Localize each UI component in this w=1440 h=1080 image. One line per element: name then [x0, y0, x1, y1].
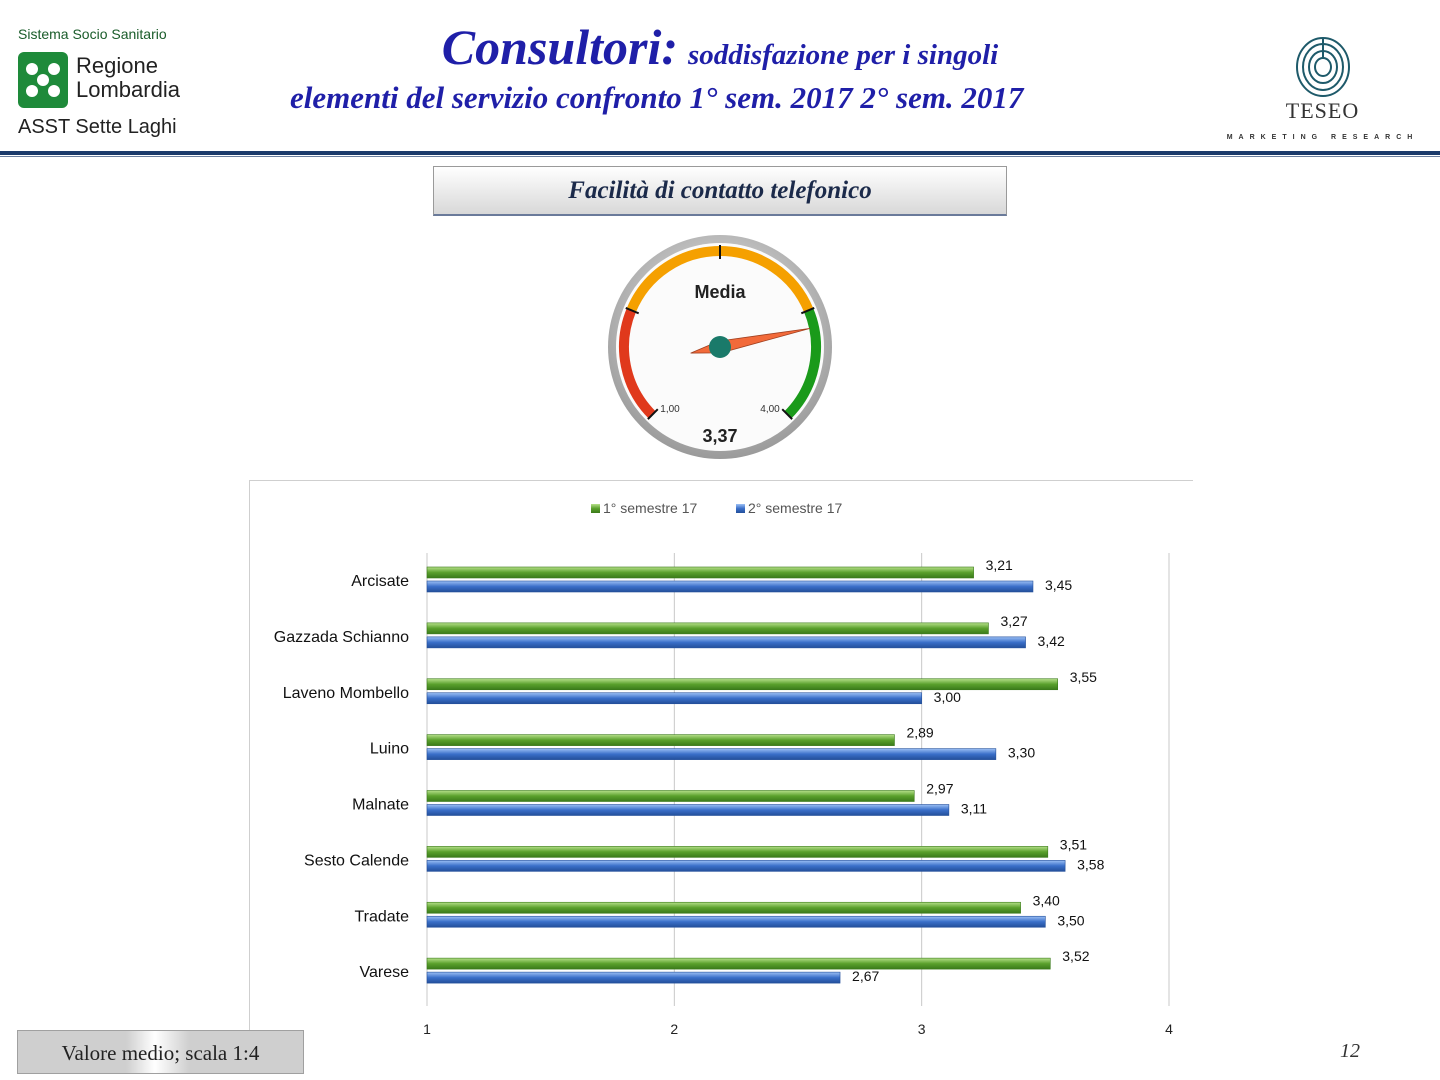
category-label: Luino: [369, 740, 409, 758]
teseo-name: TESEO: [1285, 98, 1360, 123]
bar: [427, 567, 974, 578]
data-label: 2,97: [926, 780, 954, 797]
data-label: 3,51: [1059, 836, 1088, 853]
category-label: Varese: [359, 964, 409, 982]
header-divider: [0, 151, 1440, 155]
bar: [427, 637, 1026, 648]
bar: [427, 972, 840, 983]
data-label: 3,40: [1032, 892, 1060, 909]
data-label: 3,11: [960, 800, 988, 817]
bar: [427, 749, 996, 760]
data-label: 3,42: [1037, 632, 1065, 649]
bar: [427, 916, 1045, 927]
data-label: 3,00: [933, 688, 961, 705]
page-number: 12: [1340, 1040, 1360, 1062]
legend-swatch: [591, 504, 600, 513]
section-subtitle: Facilità di contatto telefonico: [433, 166, 1007, 216]
bar: [427, 846, 1048, 857]
title-main: Consultori:: [441, 19, 679, 75]
data-label: 3,52: [1062, 948, 1090, 965]
data-label: 3,45: [1044, 577, 1073, 593]
bar: [427, 902, 1021, 913]
x-tick-label: 3: [917, 1021, 926, 1037]
gauge-label: Media: [694, 282, 746, 302]
category-label: Malnate: [352, 796, 409, 814]
header-divider-thin: [0, 156, 1440, 157]
chart-plot: [274, 557, 1105, 984]
x-tick-label: 2: [670, 1021, 679, 1037]
data-label: 3,50: [1057, 912, 1085, 929]
bar-chart: [249, 480, 1193, 1040]
legend-label: 1° semestre 17: [603, 500, 698, 516]
legend-swatch: [736, 504, 745, 513]
x-tick-label: 4: [1165, 1021, 1173, 1037]
category-label: Sesto Calende: [304, 852, 409, 870]
legend-label: 2° semestre 17: [748, 500, 843, 516]
gauge-min-label: 1,00: [660, 404, 680, 415]
logo-line-asst: ASST Sette Laghi: [18, 116, 177, 138]
bar: [427, 860, 1065, 871]
bar: [427, 679, 1058, 690]
logo-line-sistema: Sistema Socio Sanitario: [18, 26, 167, 42]
gauge-chart: [600, 230, 840, 465]
teseo-logo: [1220, 36, 1425, 151]
gauge-max-label: 4,00: [760, 404, 780, 415]
bar: [427, 693, 922, 704]
bar: [427, 581, 1033, 592]
data-label: 3,27: [1000, 612, 1028, 629]
bar: [427, 805, 949, 816]
logo-line-regione: Regione: [76, 53, 158, 78]
bar: [427, 958, 1050, 969]
logo-line-lombardia: Lombardia: [76, 77, 180, 102]
data-label: 2,67: [852, 968, 880, 985]
bar: [427, 735, 894, 746]
bar: [427, 791, 914, 802]
title-sub-line1: soddisfazione per i singoli: [688, 39, 999, 71]
chart-legend: [591, 500, 843, 516]
data-label: 3,55: [1069, 668, 1097, 685]
category-label: Laveno Mombello: [282, 684, 409, 702]
scale-note: Valore medio; scala 1:4: [17, 1030, 304, 1074]
teseo-tagline: MARKETING RESEARCH: [1226, 134, 1419, 141]
x-tick-label: 1: [423, 1021, 431, 1037]
gauge-value-label: 3,37: [702, 426, 738, 446]
category-label: Arcisate: [351, 573, 409, 590]
title-sub-line2: elementi del servizio confronto 1° sem. 2017 2° sem. 2017: [290, 80, 1024, 115]
data-label: 2,89: [906, 724, 934, 741]
category-label: Gazzada Schianno: [273, 628, 409, 646]
data-label: 3,30: [1007, 744, 1036, 761]
category-label: Tradate: [354, 908, 409, 926]
data-label: 3,58: [1077, 856, 1105, 873]
gauge-hub: [709, 336, 731, 358]
labyrinth-icon: [1295, 36, 1351, 98]
data-label: 3,21: [985, 557, 1013, 573]
bar: [427, 623, 988, 634]
